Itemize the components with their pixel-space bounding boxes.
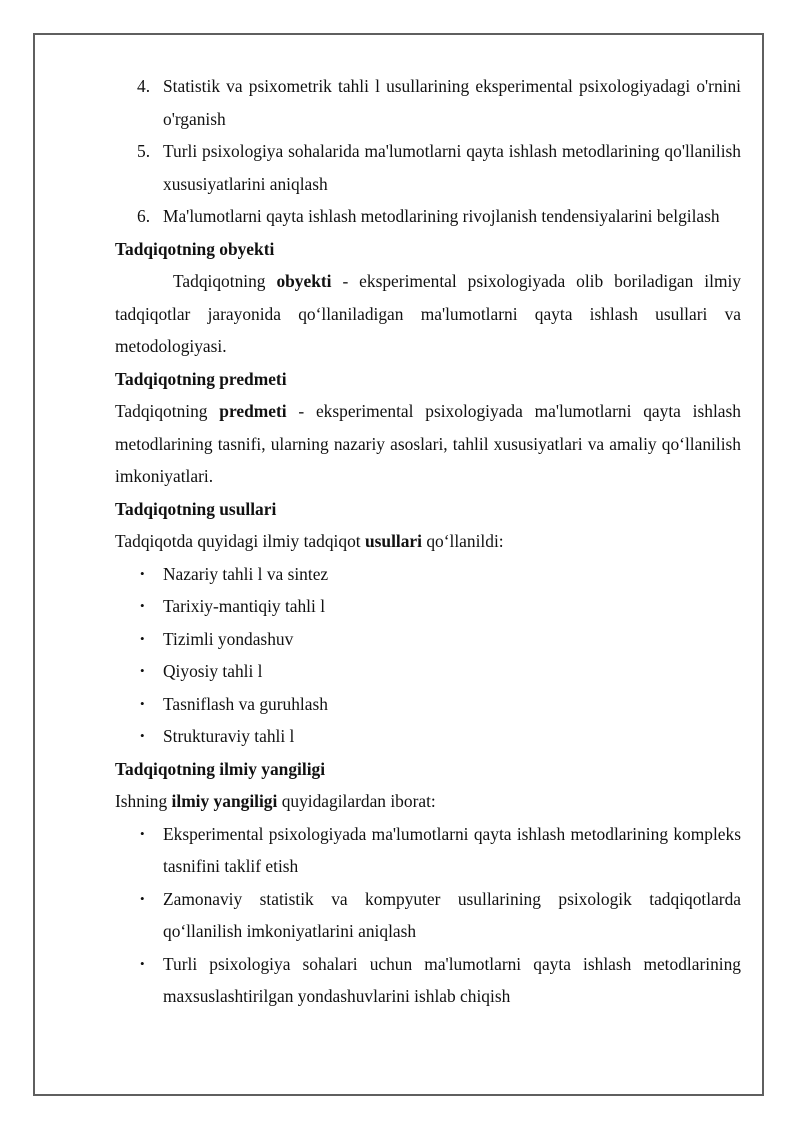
list-item-text: Tizimli yondashuv — [163, 628, 294, 649]
subject-paragraph — [115, 395, 741, 493]
objectives-list — [115, 70, 741, 233]
list-item-text: Ma'lumotlarni qayta ishlash metodlarining rivojlanish tendensiyalarini belgilash — [163, 206, 720, 226]
list-item — [115, 623, 741, 656]
methods-lead: Tadqiqotda quyidagi ilmiy tadqiqot — [115, 531, 365, 551]
section-heading-subject: Tadqiqotning predmeti — [115, 368, 287, 389]
bullet-icon: • — [140, 825, 145, 841]
object-keyword: obyekti — [276, 271, 332, 291]
novelty-keyword: ilmiy yangiligi — [171, 791, 278, 811]
list-item-text: Nazariy tahli l va sintez — [163, 563, 329, 584]
list-item-text: Turli psixologiya sohalarida ma'lumotlarni qayta ishlash metodlarining qo'llanilish xususiyatlarini aniqlash — [163, 141, 741, 194]
subject-rest: - eksperimental psixologiyada ma'lumotlarni qayta ishlash metodlarining tasnifi, ularning nazariy asoslari, tahlil xususiyatlari va amaliy qo‘llanilish imkoniyatlari. — [115, 401, 741, 486]
methods-paragraph — [115, 525, 741, 558]
list-item — [115, 558, 741, 591]
list-item — [115, 688, 741, 721]
novelty-paragraph — [115, 785, 741, 818]
list-item — [115, 948, 741, 1013]
object-lead: Tadqiqotning — [173, 271, 277, 291]
list-item-text: Statistik va psixometrik tahli l usullarining eksperimental psixologiyadagi o'rnini o'rganish — [163, 76, 741, 129]
bullet-icon: • — [140, 955, 145, 971]
bullet-icon: • — [140, 630, 145, 646]
novelty-list — [115, 818, 741, 1013]
subject-keyword: predmeti — [219, 401, 287, 421]
subject-lead: Tadqiqotning — [115, 401, 220, 421]
bullet-icon: • — [140, 565, 145, 581]
novelty-rest: quyidagilardan iborat: — [277, 791, 436, 811]
list-number: 4. — [137, 76, 151, 96]
list-item-text: Qiyosiy tahli l — [163, 661, 263, 681]
list-item — [115, 720, 741, 753]
list-item — [115, 200, 741, 233]
novelty-lead: Ishning — [115, 791, 172, 811]
object-paragraph — [115, 265, 741, 363]
list-item-text: Zamonaviy statistik va kompyuter usullarining psixologik tadqiqotlarda qo‘llanilish imkoniyatlarini aniqlash — [163, 888, 741, 941]
object-rest: - eksperimental psixologiyada olib boriladigan ilmiy tadqiqotlar jarayonida qo‘llaniladigan ma'lumotlarni qayta ishlash usullari va metodologiyasi. — [115, 271, 741, 356]
bullet-icon: • — [140, 890, 145, 906]
section-heading-object: Tadqiqotning obyekti — [115, 238, 275, 259]
list-number: 5. — [137, 141, 151, 161]
list-item — [115, 655, 741, 688]
methods-rest: qo‘llanildi: — [421, 531, 504, 551]
bullet-icon: • — [140, 598, 145, 613]
list-item — [115, 70, 741, 135]
list-item — [115, 590, 741, 623]
list-item-text: Eksperimental psixologiyada ma'lumotlarni qayta ishlash metodlarining kompleks tasnifini taklif etish — [163, 823, 741, 876]
list-item — [115, 135, 741, 200]
list-item-text: Strukturaviy tahli l — [163, 726, 295, 746]
section-heading-methods: Tadqiqotning usullari — [115, 498, 277, 519]
bullet-icon: • — [140, 663, 145, 678]
list-item-text: Tasniflash va guruhlash — [163, 693, 328, 714]
list-item — [115, 818, 741, 883]
list-item-text: Turli psixologiya sohalari uchun ma'lumotlarni qayta ishlash metodlarining maxsuslashtirilgan yondashuvlarini ishlab chiqish — [163, 953, 741, 1006]
document-body — [115, 70, 741, 1013]
methods-keyword: usullari — [364, 531, 422, 551]
bullet-icon: • — [140, 695, 145, 711]
section-heading-novelty: Tadqiqotning ilmiy yangiligi — [115, 758, 326, 779]
list-number: 6. — [137, 206, 151, 226]
list-item-text: Tarixiy-mantiqiy tahli l — [163, 596, 326, 616]
bullet-icon: • — [140, 728, 145, 743]
list-item — [115, 883, 741, 948]
methods-list — [115, 558, 741, 753]
